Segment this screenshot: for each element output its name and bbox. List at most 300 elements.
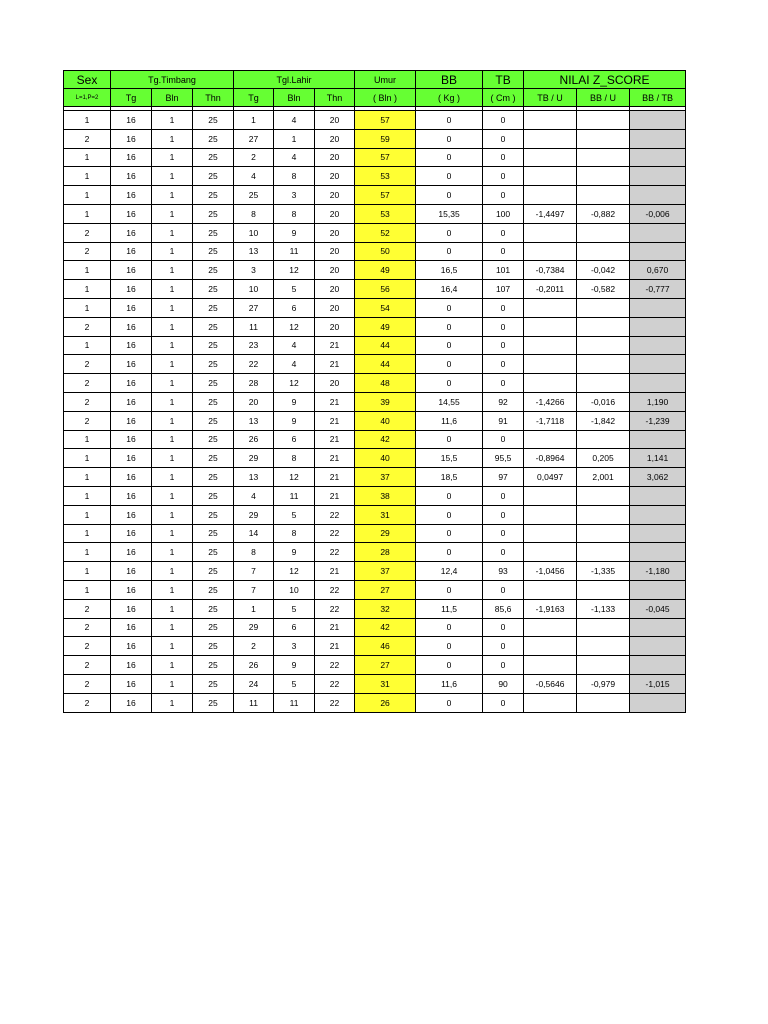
cell-umur: 40 [355, 449, 416, 468]
cell-bb: 0 [416, 505, 483, 524]
cell-bb: 0 [416, 317, 483, 336]
cell-timbang-thn: 25 [193, 336, 234, 355]
cell-z-tb-u: -1,4497 [524, 204, 577, 223]
cell-timbang-thn: 25 [193, 111, 234, 130]
cell-timbang-bln: 1 [152, 430, 193, 449]
cell-z-bb-u [577, 186, 630, 205]
cell-lahir-tg: 7 [234, 562, 274, 581]
header-timbang-tg: Tg [111, 89, 152, 107]
cell-lahir-tg: 29 [234, 618, 274, 637]
cell-lahir-tg: 3 [234, 261, 274, 280]
cell-timbang-thn: 25 [193, 148, 234, 167]
cell-sex: 2 [64, 374, 111, 393]
cell-umur: 48 [355, 374, 416, 393]
cell-timbang-tg: 16 [111, 204, 152, 223]
cell-z-bb-u: 0,205 [577, 449, 630, 468]
cell-z-bb-u: -0,882 [577, 204, 630, 223]
cell-umur: 31 [355, 674, 416, 693]
cell-lahir-thn: 20 [315, 129, 355, 148]
cell-z-bb-tb [630, 618, 686, 637]
cell-timbang-thn: 25 [193, 599, 234, 618]
cell-timbang-bln: 1 [152, 355, 193, 374]
cell-umur: 42 [355, 618, 416, 637]
cell-tb: 97 [483, 468, 524, 487]
cell-z-tb-u [524, 637, 577, 656]
cell-sex: 2 [64, 599, 111, 618]
cell-sex: 1 [64, 280, 111, 299]
cell-lahir-bln: 8 [274, 204, 315, 223]
cell-z-bb-tb: -0,006 [630, 204, 686, 223]
cell-z-tb-u [524, 223, 577, 242]
cell-z-bb-u: -0,016 [577, 392, 630, 411]
cell-tb: 0 [483, 656, 524, 675]
cell-z-bb-tb [630, 129, 686, 148]
cell-bb: 14,55 [416, 392, 483, 411]
cell-bb: 12,4 [416, 562, 483, 581]
table-row [64, 543, 686, 562]
cell-timbang-thn: 25 [193, 562, 234, 581]
header-tb-u: TB / U [524, 89, 577, 107]
cell-bb: 0 [416, 355, 483, 374]
header-bb-u: BB / U [577, 89, 630, 107]
cell-lahir-thn: 21 [315, 430, 355, 449]
cell-sex: 2 [64, 223, 111, 242]
cell-z-bb-u [577, 111, 630, 130]
cell-z-bb-tb [630, 374, 686, 393]
cell-bb: 0 [416, 374, 483, 393]
cell-tb: 0 [483, 129, 524, 148]
cell-timbang-tg: 16 [111, 693, 152, 712]
cell-z-bb-u [577, 298, 630, 317]
cell-z-bb-u [577, 355, 630, 374]
cell-lahir-bln: 9 [274, 656, 315, 675]
cell-sex: 1 [64, 111, 111, 130]
cell-z-tb-u [524, 580, 577, 599]
cell-lahir-bln: 12 [274, 374, 315, 393]
table-row [64, 656, 686, 675]
cell-bb: 0 [416, 693, 483, 712]
cell-z-tb-u: -0,8964 [524, 449, 577, 468]
cell-lahir-bln: 12 [274, 468, 315, 487]
cell-sex: 1 [64, 543, 111, 562]
cell-timbang-tg: 16 [111, 355, 152, 374]
cell-timbang-bln: 1 [152, 468, 193, 487]
cell-z-tb-u [524, 336, 577, 355]
cell-z-bb-u [577, 693, 630, 712]
cell-lahir-bln: 11 [274, 242, 315, 261]
cell-lahir-thn: 20 [315, 167, 355, 186]
cell-lahir-tg: 13 [234, 242, 274, 261]
table-row [64, 111, 686, 130]
cell-lahir-tg: 26 [234, 656, 274, 675]
cell-bb: 0 [416, 298, 483, 317]
cell-z-bb-u [577, 148, 630, 167]
cell-lahir-thn: 21 [315, 392, 355, 411]
cell-z-tb-u [524, 430, 577, 449]
cell-lahir-thn: 22 [315, 543, 355, 562]
table-row [64, 336, 686, 355]
cell-umur: 26 [355, 693, 416, 712]
cell-timbang-tg: 16 [111, 674, 152, 693]
cell-z-tb-u [524, 505, 577, 524]
cell-sex: 1 [64, 167, 111, 186]
cell-z-bb-u [577, 242, 630, 261]
cell-lahir-bln: 5 [274, 599, 315, 618]
cell-lahir-bln: 9 [274, 543, 315, 562]
cell-tb: 0 [483, 693, 524, 712]
cell-timbang-tg: 16 [111, 411, 152, 430]
cell-lahir-thn: 21 [315, 486, 355, 505]
cell-timbang-tg: 16 [111, 280, 152, 299]
cell-bb: 18,5 [416, 468, 483, 487]
cell-z-bb-u [577, 374, 630, 393]
cell-umur: 42 [355, 430, 416, 449]
cell-lahir-bln: 9 [274, 392, 315, 411]
table-row [64, 242, 686, 261]
cell-lahir-bln: 9 [274, 223, 315, 242]
cell-lahir-tg: 20 [234, 392, 274, 411]
cell-z-bb-u [577, 129, 630, 148]
cell-z-bb-tb [630, 298, 686, 317]
cell-lahir-thn: 22 [315, 674, 355, 693]
table-row [64, 167, 686, 186]
cell-z-bb-tb [630, 580, 686, 599]
cell-lahir-tg: 26 [234, 430, 274, 449]
cell-z-bb-u [577, 580, 630, 599]
cell-lahir-bln: 5 [274, 674, 315, 693]
cell-bb: 0 [416, 242, 483, 261]
cell-bb: 0 [416, 618, 483, 637]
cell-timbang-tg: 16 [111, 336, 152, 355]
cell-z-bb-tb [630, 524, 686, 543]
cell-umur: 59 [355, 129, 416, 148]
cell-lahir-thn: 20 [315, 374, 355, 393]
cell-lahir-tg: 10 [234, 280, 274, 299]
cell-lahir-thn: 20 [315, 298, 355, 317]
cell-lahir-tg: 11 [234, 317, 274, 336]
cell-timbang-tg: 16 [111, 543, 152, 562]
table-row [64, 374, 686, 393]
cell-z-bb-tb [630, 167, 686, 186]
cell-z-tb-u: -1,9163 [524, 599, 577, 618]
cell-z-bb-tb [630, 543, 686, 562]
cell-timbang-tg: 16 [111, 242, 152, 261]
cell-sex: 2 [64, 674, 111, 693]
cell-lahir-tg: 2 [234, 637, 274, 656]
cell-timbang-tg: 16 [111, 637, 152, 656]
cell-timbang-bln: 1 [152, 618, 193, 637]
cell-timbang-tg: 16 [111, 599, 152, 618]
header-lahir-thn: Thn [315, 89, 355, 107]
cell-z-bb-u [577, 336, 630, 355]
table-row [64, 129, 686, 148]
cell-tb: 0 [483, 543, 524, 562]
cell-timbang-thn: 25 [193, 204, 234, 223]
cell-lahir-tg: 14 [234, 524, 274, 543]
cell-timbang-tg: 16 [111, 186, 152, 205]
cell-timbang-tg: 16 [111, 430, 152, 449]
cell-umur: 49 [355, 261, 416, 280]
cell-lahir-thn: 20 [315, 242, 355, 261]
cell-timbang-bln: 1 [152, 392, 193, 411]
cell-lahir-bln: 3 [274, 186, 315, 205]
cell-lahir-bln: 6 [274, 430, 315, 449]
cell-timbang-bln: 1 [152, 693, 193, 712]
cell-timbang-tg: 16 [111, 524, 152, 543]
cell-lahir-thn: 20 [315, 317, 355, 336]
cell-sex: 2 [64, 637, 111, 656]
cell-lahir-thn: 22 [315, 656, 355, 675]
cell-z-tb-u [524, 524, 577, 543]
cell-timbang-bln: 1 [152, 524, 193, 543]
cell-tb: 0 [483, 355, 524, 374]
cell-sex: 2 [64, 656, 111, 675]
cell-lahir-tg: 8 [234, 204, 274, 223]
cell-tb: 100 [483, 204, 524, 223]
cell-timbang-bln: 1 [152, 223, 193, 242]
cell-lahir-bln: 11 [274, 693, 315, 712]
cell-timbang-bln: 1 [152, 242, 193, 261]
table-row [64, 392, 686, 411]
cell-lahir-bln: 4 [274, 355, 315, 374]
cell-tb: 0 [483, 167, 524, 186]
table-row [64, 204, 686, 223]
cell-timbang-bln: 1 [152, 486, 193, 505]
cell-timbang-thn: 25 [193, 355, 234, 374]
cell-z-tb-u [524, 111, 577, 130]
cell-umur: 40 [355, 411, 416, 430]
cell-sex: 1 [64, 449, 111, 468]
cell-tb: 90 [483, 674, 524, 693]
cell-sex: 1 [64, 486, 111, 505]
cell-z-tb-u: -0,7384 [524, 261, 577, 280]
cell-timbang-bln: 1 [152, 599, 193, 618]
zscore-table [63, 70, 686, 713]
cell-timbang-tg: 16 [111, 486, 152, 505]
cell-lahir-bln: 12 [274, 261, 315, 280]
cell-umur: 27 [355, 580, 416, 599]
cell-timbang-tg: 16 [111, 449, 152, 468]
cell-umur: 54 [355, 298, 416, 317]
cell-timbang-tg: 16 [111, 656, 152, 675]
cell-sex: 2 [64, 242, 111, 261]
cell-lahir-tg: 24 [234, 674, 274, 693]
cell-timbang-bln: 1 [152, 317, 193, 336]
cell-z-bb-u: -0,582 [577, 280, 630, 299]
cell-timbang-thn: 25 [193, 449, 234, 468]
cell-bb: 0 [416, 186, 483, 205]
header-sex: Sex [64, 71, 111, 89]
cell-z-tb-u [524, 186, 577, 205]
cell-umur: 50 [355, 242, 416, 261]
cell-lahir-tg: 8 [234, 543, 274, 562]
cell-lahir-tg: 22 [234, 355, 274, 374]
cell-z-bb-u [577, 524, 630, 543]
cell-lahir-thn: 22 [315, 505, 355, 524]
cell-timbang-thn: 25 [193, 430, 234, 449]
cell-timbang-thn: 25 [193, 637, 234, 656]
cell-z-bb-tb [630, 336, 686, 355]
cell-lahir-bln: 1 [274, 129, 315, 148]
table-row [64, 223, 686, 242]
header-lahir-bln: Bln [274, 89, 315, 107]
cell-sex: 1 [64, 298, 111, 317]
cell-timbang-bln: 1 [152, 411, 193, 430]
cell-z-bb-u: -1,133 [577, 599, 630, 618]
cell-umur: 53 [355, 167, 416, 186]
cell-umur: 37 [355, 562, 416, 581]
cell-tb: 107 [483, 280, 524, 299]
table-header [64, 71, 686, 107]
cell-timbang-thn: 25 [193, 505, 234, 524]
table-row [64, 317, 686, 336]
cell-lahir-bln: 5 [274, 505, 315, 524]
cell-z-bb-tb: 1,141 [630, 449, 686, 468]
cell-lahir-tg: 29 [234, 505, 274, 524]
cell-lahir-thn: 20 [315, 261, 355, 280]
cell-timbang-tg: 16 [111, 167, 152, 186]
cell-tb: 0 [483, 580, 524, 599]
cell-z-bb-u [577, 430, 630, 449]
cell-z-tb-u [524, 298, 577, 317]
cell-umur: 53 [355, 204, 416, 223]
cell-timbang-bln: 1 [152, 580, 193, 599]
cell-bb: 0 [416, 223, 483, 242]
cell-timbang-bln: 1 [152, 111, 193, 130]
cell-z-bb-tb: 1,190 [630, 392, 686, 411]
cell-sex: 1 [64, 430, 111, 449]
cell-tb: 95,5 [483, 449, 524, 468]
cell-timbang-bln: 1 [152, 674, 193, 693]
cell-sex: 2 [64, 618, 111, 637]
cell-tb: 0 [483, 317, 524, 336]
header-nilai-z-score: NILAI Z_SCORE [524, 71, 686, 89]
cell-lahir-tg: 13 [234, 411, 274, 430]
cell-timbang-thn: 25 [193, 674, 234, 693]
cell-sex: 2 [64, 355, 111, 374]
cell-bb: 16,5 [416, 261, 483, 280]
cell-bb: 0 [416, 129, 483, 148]
cell-tb: 0 [483, 242, 524, 261]
table-row [64, 562, 686, 581]
cell-timbang-thn: 25 [193, 543, 234, 562]
cell-z-tb-u: 0,0497 [524, 468, 577, 487]
cell-z-bb-tb [630, 430, 686, 449]
cell-z-tb-u [524, 374, 577, 393]
cell-z-tb-u [524, 167, 577, 186]
cell-timbang-tg: 16 [111, 298, 152, 317]
cell-umur: 57 [355, 111, 416, 130]
cell-umur: 32 [355, 599, 416, 618]
cell-umur: 44 [355, 336, 416, 355]
cell-z-tb-u [524, 693, 577, 712]
cell-timbang-thn: 25 [193, 317, 234, 336]
cell-umur: 39 [355, 392, 416, 411]
cell-z-bb-tb: -1,015 [630, 674, 686, 693]
cell-lahir-bln: 10 [274, 580, 315, 599]
header-umur-unit: ( Bln ) [355, 89, 416, 107]
cell-lahir-tg: 1 [234, 599, 274, 618]
cell-lahir-tg: 11 [234, 693, 274, 712]
cell-z-bb-tb [630, 486, 686, 505]
cell-tb: 0 [483, 505, 524, 524]
cell-sex: 2 [64, 317, 111, 336]
cell-bb: 16,4 [416, 280, 483, 299]
header-timbang-thn: Thn [193, 89, 234, 107]
cell-lahir-bln: 9 [274, 411, 315, 430]
header-tgl-lahir: Tgl.Lahir [234, 71, 355, 89]
cell-z-tb-u: -0,2011 [524, 280, 577, 299]
cell-z-tb-u [524, 242, 577, 261]
cell-z-bb-tb [630, 355, 686, 374]
cell-timbang-thn: 25 [193, 129, 234, 148]
header-umur: Umur [355, 71, 416, 89]
cell-bb: 0 [416, 580, 483, 599]
table-row [64, 486, 686, 505]
cell-umur: 31 [355, 505, 416, 524]
cell-timbang-tg: 16 [111, 317, 152, 336]
cell-lahir-thn: 21 [315, 336, 355, 355]
cell-z-tb-u: -1,4266 [524, 392, 577, 411]
cell-timbang-bln: 1 [152, 505, 193, 524]
cell-umur: 56 [355, 280, 416, 299]
table-row [64, 674, 686, 693]
cell-bb: 0 [416, 637, 483, 656]
cell-z-tb-u: -0,5646 [524, 674, 577, 693]
cell-timbang-tg: 16 [111, 505, 152, 524]
table-row [64, 637, 686, 656]
cell-umur: 46 [355, 637, 416, 656]
cell-z-bb-tb [630, 111, 686, 130]
header-tb-unit: ( Cm ) [483, 89, 524, 107]
cell-lahir-bln: 6 [274, 618, 315, 637]
cell-lahir-thn: 22 [315, 599, 355, 618]
cell-sex: 1 [64, 204, 111, 223]
cell-timbang-thn: 25 [193, 468, 234, 487]
cell-bb: 0 [416, 486, 483, 505]
cell-z-bb-tb [630, 186, 686, 205]
cell-lahir-bln: 3 [274, 637, 315, 656]
cell-bb: 15,35 [416, 204, 483, 223]
cell-z-tb-u [524, 355, 577, 374]
cell-tb: 0 [483, 223, 524, 242]
table-row [64, 148, 686, 167]
cell-timbang-thn: 25 [193, 392, 234, 411]
cell-timbang-thn: 25 [193, 186, 234, 205]
cell-lahir-tg: 13 [234, 468, 274, 487]
cell-z-bb-tb: 0,670 [630, 261, 686, 280]
cell-bb: 11,5 [416, 599, 483, 618]
cell-tb: 0 [483, 486, 524, 505]
cell-lahir-tg: 2 [234, 148, 274, 167]
cell-z-bb-u [577, 656, 630, 675]
table-row [64, 411, 686, 430]
cell-sex: 2 [64, 411, 111, 430]
cell-lahir-thn: 21 [315, 618, 355, 637]
cell-sex: 1 [64, 524, 111, 543]
cell-lahir-thn: 22 [315, 580, 355, 599]
cell-bb: 0 [416, 148, 483, 167]
cell-lahir-thn: 22 [315, 693, 355, 712]
cell-lahir-bln: 4 [274, 148, 315, 167]
cell-timbang-bln: 1 [152, 204, 193, 223]
cell-sex: 2 [64, 129, 111, 148]
cell-z-tb-u [524, 486, 577, 505]
cell-lahir-tg: 4 [234, 486, 274, 505]
cell-lahir-bln: 11 [274, 486, 315, 505]
cell-z-tb-u [524, 317, 577, 336]
cell-z-bb-u [577, 167, 630, 186]
